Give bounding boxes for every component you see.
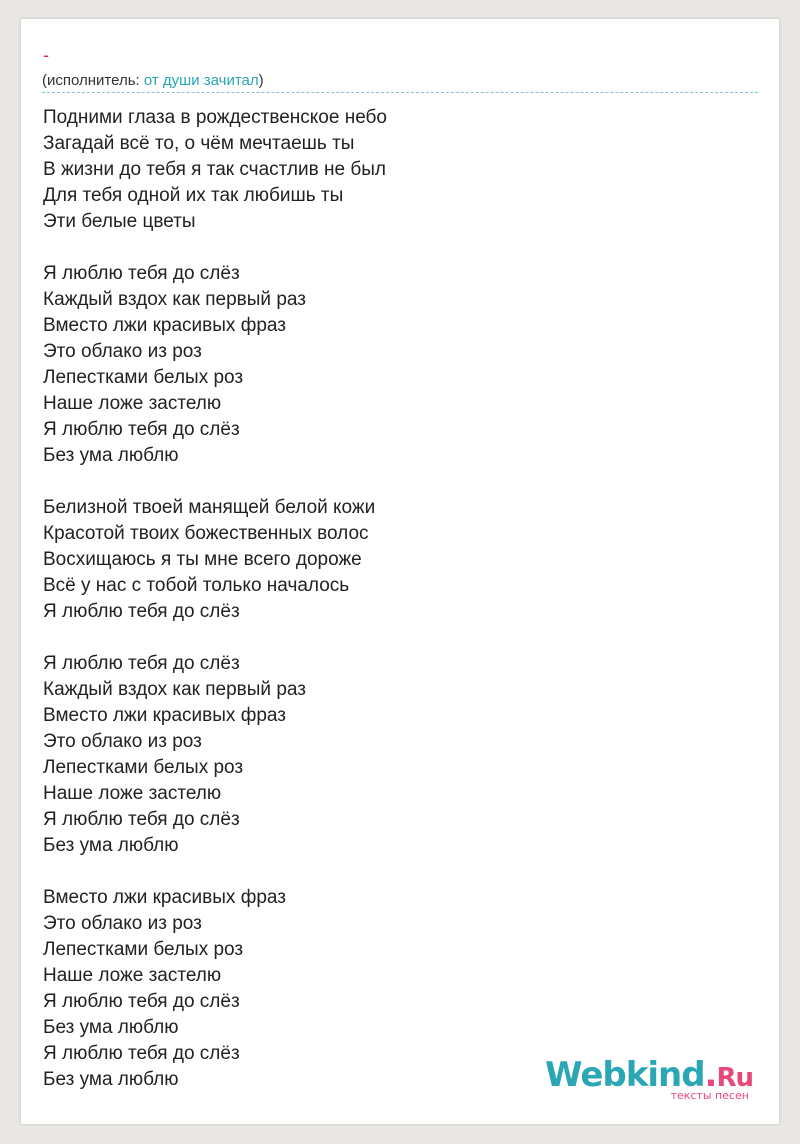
lyric-line: Я люблю тебя до слёз [43,601,240,622]
artist-prefix: (исполнитель: [42,72,144,89]
artist-line [42,72,264,90]
lyric-line: Без ума люблю [43,1069,179,1090]
lyric-line: Я люблю тебя до слёз [43,991,240,1012]
lyric-line: В жизни до тебя я так счастлив не был [43,159,386,180]
divider [42,92,758,93]
lyric-line: Я люблю тебя до слёз [43,419,240,440]
lyrics-stanza [43,885,387,1093]
lyric-line: Я люблю тебя до слёз [43,653,240,674]
lyric-line: Наше ложе застелю [43,783,222,804]
lyric-line: Я люблю тебя до слёз [43,1043,240,1064]
lyric-line: Каждый вздох как первый раз [43,679,306,700]
lyric-line: Я люблю тебя до слёз [43,809,240,830]
lyrics-stanza [43,105,387,235]
lyric-line: Белизной твоей манящей белой кожи [43,497,376,518]
lyric-line: Подними глаза в рождественское небо [43,107,387,128]
lyric-line: Наше ложе застелю [43,393,222,414]
lyrics-body [43,105,387,1119]
lyric-line: Эти белые цветы [43,211,196,232]
lyric-line: Всё у нас с тобой только началось [43,575,350,596]
lyric-line: Без ума люблю [43,1017,179,1038]
webkind-logo [545,1055,753,1102]
lyric-line: Это облако из роз [43,731,202,752]
artist-link[interactable]: от души зачитал [143,72,259,89]
lyrics-stanza [43,261,387,469]
lyric-line: Без ума люблю [43,445,179,466]
lyrics-stanza [43,495,387,625]
lyric-line: Я люблю тебя до слёз [43,263,240,284]
lyric-line: Это облако из роз [43,341,202,362]
lyrics-page [21,19,779,1124]
logo-wordmark: Webkind.Ru [545,1055,753,1095]
lyric-line: Вместо лжи красивых фраз [43,705,286,726]
lyric-line: Вместо лжи красивых фраз [43,315,286,336]
lyric-line: Красотой твоих божественных волос [43,523,369,544]
artist-suffix: ) [258,72,264,89]
lyric-line: Вместо лжи красивых фраз [43,887,286,908]
lyric-line: Лепестками белых роз [43,367,244,388]
lyric-line: Восхищаюсь я ты мне всего дороже [43,549,362,570]
lyric-line: Без ума люблю [43,835,179,856]
lyric-line: Для тебя одной их так любишь ты [43,185,344,206]
lyric-line: Каждый вздох как первый раз [43,289,306,310]
logo-tagline: тексты песен [670,1089,749,1102]
lyric-line: Лепестками белых роз [43,939,244,960]
lyric-line: Это облако из роз [43,913,202,934]
song-title: - [43,45,49,65]
lyric-line: Загадай всё то, о чём мечтаешь ты [43,133,355,154]
lyric-line: Наше ложе застелю [43,965,222,986]
lyrics-stanza [43,651,387,859]
lyric-line: Лепестками белых роз [43,757,244,778]
